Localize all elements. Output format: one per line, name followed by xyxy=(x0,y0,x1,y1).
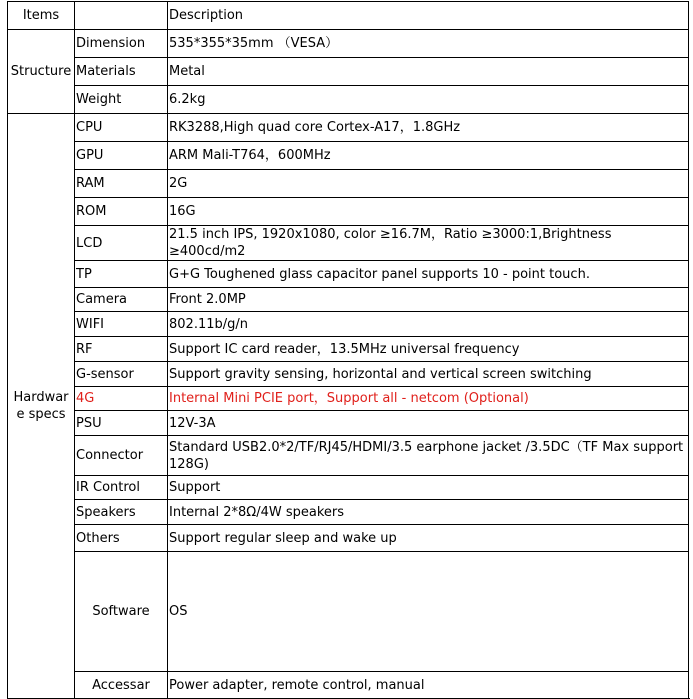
item-description: G+G Toughened glass capacitor panel supports 10 - point touch. xyxy=(168,261,689,288)
item-label: Materials xyxy=(75,58,168,86)
group-accessories: Accessar xyxy=(75,672,168,699)
table-row xyxy=(8,142,689,170)
item-description: 16G xyxy=(168,198,689,226)
item-description: 802.11b/g/n xyxy=(168,312,689,337)
table-row xyxy=(8,30,689,58)
table-row xyxy=(8,411,689,436)
table-row xyxy=(8,114,689,142)
item-description: Support IC card reader，13.5MHz universal frequency xyxy=(168,337,689,362)
item-label: TP xyxy=(75,261,168,288)
table-row xyxy=(8,170,689,198)
item-label: Camera xyxy=(75,288,168,312)
item-label: ROM xyxy=(75,198,168,226)
table-row xyxy=(8,58,689,86)
item-description: 21.5 inch IPS, 1920x1080, color ≥16.7M，Ratio ≥3000:1,Brightness ≥400cd/m2 xyxy=(168,226,689,261)
item-description: Support gravity sensing, horizontal and vertical screen switching xyxy=(168,362,689,387)
spec-table xyxy=(7,1,689,699)
table-row xyxy=(8,525,689,552)
table-row xyxy=(8,226,689,261)
item-label: GPU xyxy=(75,142,168,170)
header-items: Items xyxy=(8,2,75,30)
item-description: Support xyxy=(168,476,689,500)
item-label: 4G xyxy=(75,387,168,411)
item-label: WIFI xyxy=(75,312,168,337)
item-description: Internal Mini PCIE port，Support all - netcom (Optional) xyxy=(168,387,689,411)
table-row xyxy=(8,672,689,699)
item-description: Standard USB2.0*2/TF/RJ45/HDMI/3.5 earphone jacket /3.5DC（TF Max support 128G) xyxy=(168,436,689,476)
table-row xyxy=(8,288,689,312)
item-label: OS xyxy=(168,552,689,672)
item-label: LCD xyxy=(75,226,168,261)
item-label: CPU xyxy=(75,114,168,142)
item-description: ARM Mali-T764，600MHz xyxy=(168,142,689,170)
item-label: Others xyxy=(75,525,168,552)
group-software: Software xyxy=(75,552,168,672)
table-row xyxy=(8,86,689,114)
table-row xyxy=(8,337,689,362)
group-hardware-specs: Hardwar e specs xyxy=(8,114,75,699)
item-description: 12V-3A xyxy=(168,411,689,436)
item-description: Internal 2*8Ω/4W speakers xyxy=(168,500,689,525)
header-description: Description xyxy=(168,2,689,30)
header-blank xyxy=(75,2,168,30)
table-row xyxy=(8,387,689,411)
item-label: RAM xyxy=(75,170,168,198)
item-label: IR Control xyxy=(75,476,168,500)
table-row xyxy=(8,500,689,525)
item-description: 6.2kg xyxy=(168,86,689,114)
table-row xyxy=(8,362,689,387)
group-structure: Structure xyxy=(8,30,75,114)
accessories-description: Power adapter, remote control, manual xyxy=(168,672,689,699)
table-row xyxy=(8,261,689,288)
table-row xyxy=(8,552,689,672)
item-description: Metal xyxy=(168,58,689,86)
item-description: 535*355*35mm （VESA） xyxy=(168,30,689,58)
item-label: PSU xyxy=(75,411,168,436)
item-label: RF xyxy=(75,337,168,362)
item-label: Speakers xyxy=(75,500,168,525)
item-description: Front 2.0MP xyxy=(168,288,689,312)
header-row xyxy=(8,2,689,30)
item-label: G-sensor xyxy=(75,362,168,387)
item-label: Connector xyxy=(75,436,168,476)
item-description: 2G xyxy=(168,170,689,198)
table-row xyxy=(8,476,689,500)
table-row xyxy=(8,198,689,226)
table-row xyxy=(8,436,689,476)
table-row xyxy=(8,312,689,337)
item-label: Dimension xyxy=(75,30,168,58)
item-label: Weight xyxy=(75,86,168,114)
item-description: Support regular sleep and wake up xyxy=(168,525,689,552)
item-description: RK3288,High quad core Cortex-A17，1.8GHz xyxy=(168,114,689,142)
